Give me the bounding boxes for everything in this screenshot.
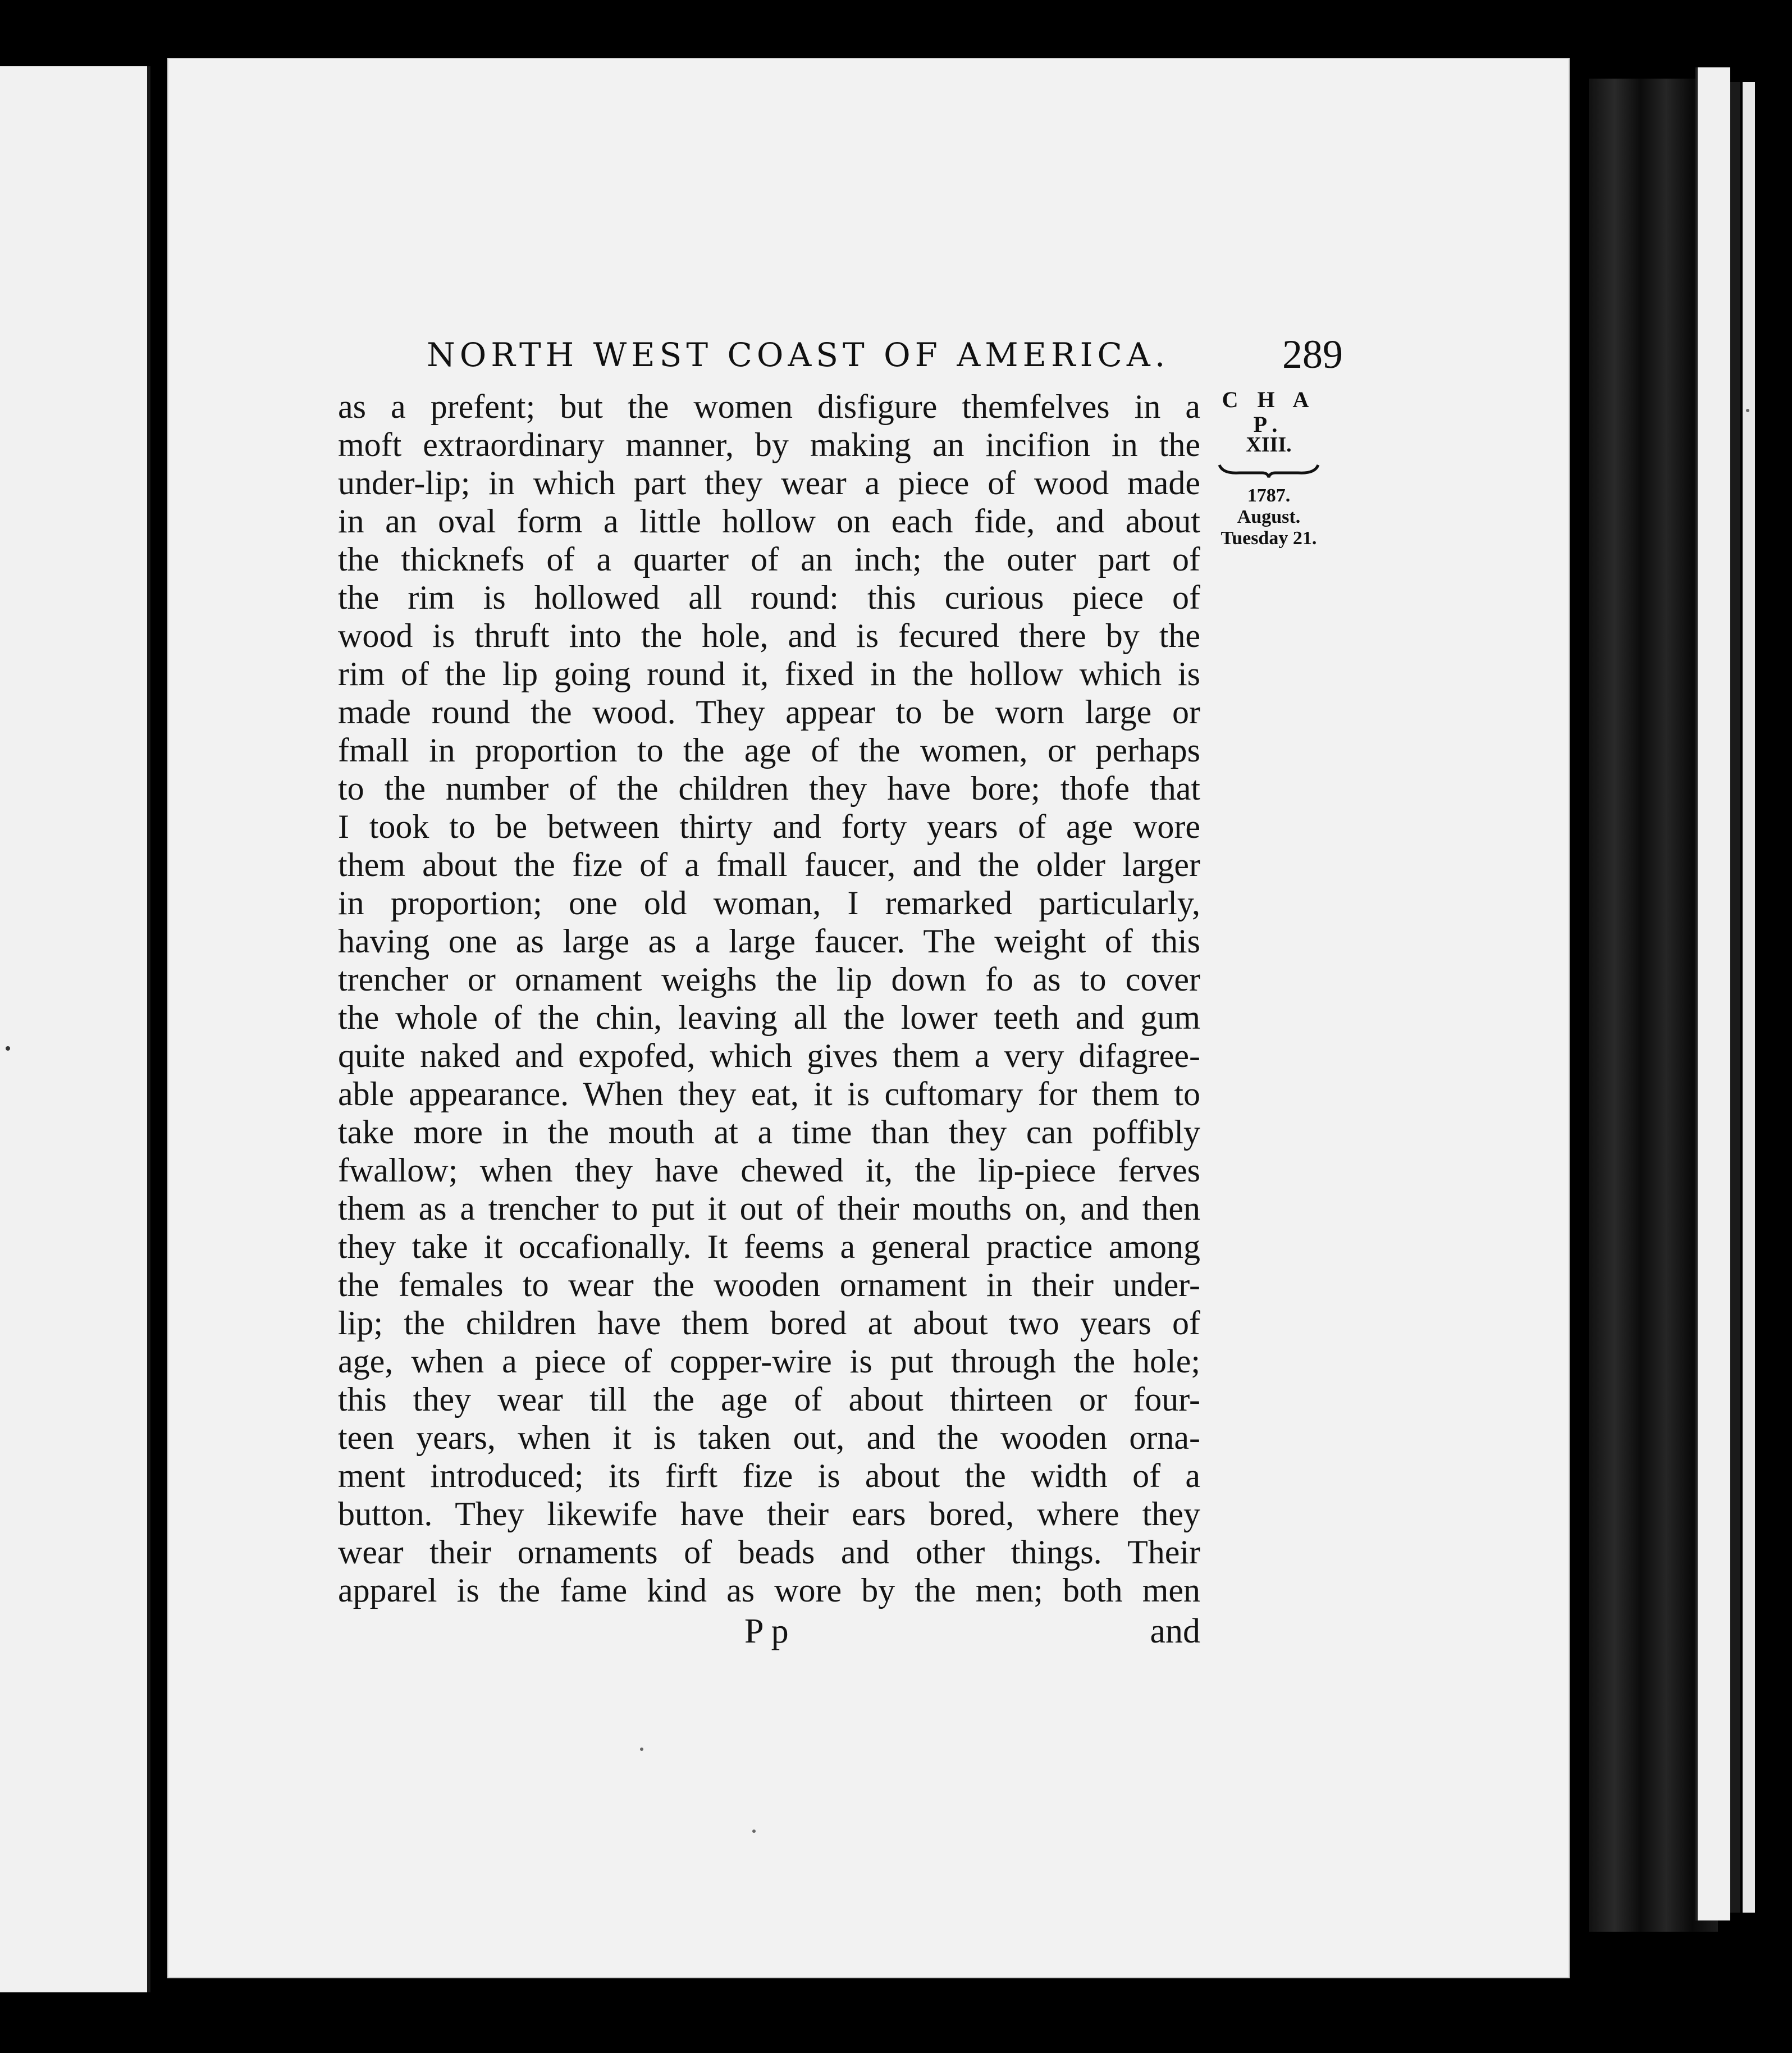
ink-speck: [752, 1830, 756, 1833]
ink-speck: [1746, 409, 1749, 412]
body-line: they take it occafionally. It feems a general practice among: [338, 1228, 1200, 1265]
body-line: in an oval form a little hollow on each fide, and about: [338, 503, 1200, 540]
chapter-label: C H A P.: [1222, 387, 1316, 437]
signature-line: [338, 1612, 1200, 1651]
body-line: lip; the children have them bored at about two years of: [338, 1304, 1200, 1342]
body-line: the rim is hollowed all round: this curious piece of: [338, 579, 1200, 616]
right-page-edge-2: [1743, 82, 1755, 1913]
body-line: fmall in proportion to the age of the women, or perhaps: [338, 732, 1200, 769]
body-line: trencher or ornament weighs the lip down fo as to cover: [338, 961, 1200, 998]
body-line: take more in the mouth at a time than they can poffibly: [338, 1114, 1200, 1151]
brace-ornament: [1217, 462, 1320, 478]
signature-mark: P p: [744, 1612, 789, 1650]
body-line: wood is thruft into the hole, and is fecured there by the: [338, 617, 1200, 654]
margin-date-month: August.: [1237, 507, 1301, 527]
body-line: as a prefent; but the women disfigure themfelves in a: [338, 388, 1200, 425]
page-number: 289: [1282, 332, 1343, 377]
body-line: in proportion; one old woman, I remarked particularly,: [338, 884, 1200, 921]
body-line: apparel is the fame kind as wore by the men; both men: [338, 1572, 1200, 1609]
margin-date-day: Tuesday 21.: [1220, 528, 1317, 549]
ink-speck: [6, 1046, 10, 1051]
page-gap: [1730, 82, 1740, 1913]
body-line: quite naked and expofed, which gives them a very difagree-: [338, 1037, 1200, 1074]
body-line: made round the wood. They appear to be worn large or: [338, 694, 1200, 731]
margin-note: [1207, 387, 1331, 549]
body-line: the whole of the chin, leaving all the lower teeth and gum: [338, 999, 1200, 1036]
body-line: I took to be between thirty and forty years of age wore: [338, 808, 1200, 845]
body-line: the females to wear the wooden ornament in their under-: [338, 1266, 1200, 1303]
body-line: this they wear till the age of about thirteen or four-: [338, 1381, 1200, 1418]
body-line: to the number of the children they have bore; thofe that: [338, 770, 1200, 807]
body-text: [338, 387, 1200, 1609]
chapter-number: XIII.: [1246, 433, 1292, 457]
body-line: them as a trencher to put it out of their mouths on, and then: [338, 1190, 1200, 1227]
body-line: able appearance. When they eat, it is cuftomary for them to: [338, 1075, 1200, 1112]
margin-date-year: 1787.: [1247, 485, 1291, 506]
body-line: the thicknefs of a quarter of an inch; the outer part of: [338, 541, 1200, 578]
body-line: having one as large as a large faucer. The weight of this: [338, 923, 1200, 960]
body-line: rim of the lip going round it, fixed in the hollow which is: [338, 655, 1200, 692]
running-head: NORTH WEST COAST OF AMERICA.: [427, 336, 1170, 374]
body-line: them about the fize of a fmall faucer, and the older larger: [338, 846, 1200, 883]
body-line: wear their ornaments of beads and other things. Their: [338, 1534, 1200, 1571]
body-line: moft extraordinary manner, by making an incifion in the: [338, 426, 1200, 463]
body-line: age, when a piece of copper-wire is put through the hole;: [338, 1343, 1200, 1380]
body-line: fwallow; when they have chewed it, the lip-piece ferves: [338, 1152, 1200, 1189]
right-page-edge: [1695, 67, 1730, 1920]
body-line: teen years, when it is taken out, and the wooden orna-: [338, 1419, 1200, 1456]
left-page-edge: [0, 66, 150, 1992]
body-line: ment introduced; its firft fize is about the width of a: [338, 1457, 1200, 1494]
body-line: button. They likewife have their ears bored, where they: [338, 1495, 1200, 1532]
ink-speck: [640, 1748, 643, 1751]
body-line: under-lip; in which part they wear a piece of wood made: [338, 464, 1200, 501]
catchword: and: [1150, 1612, 1200, 1650]
